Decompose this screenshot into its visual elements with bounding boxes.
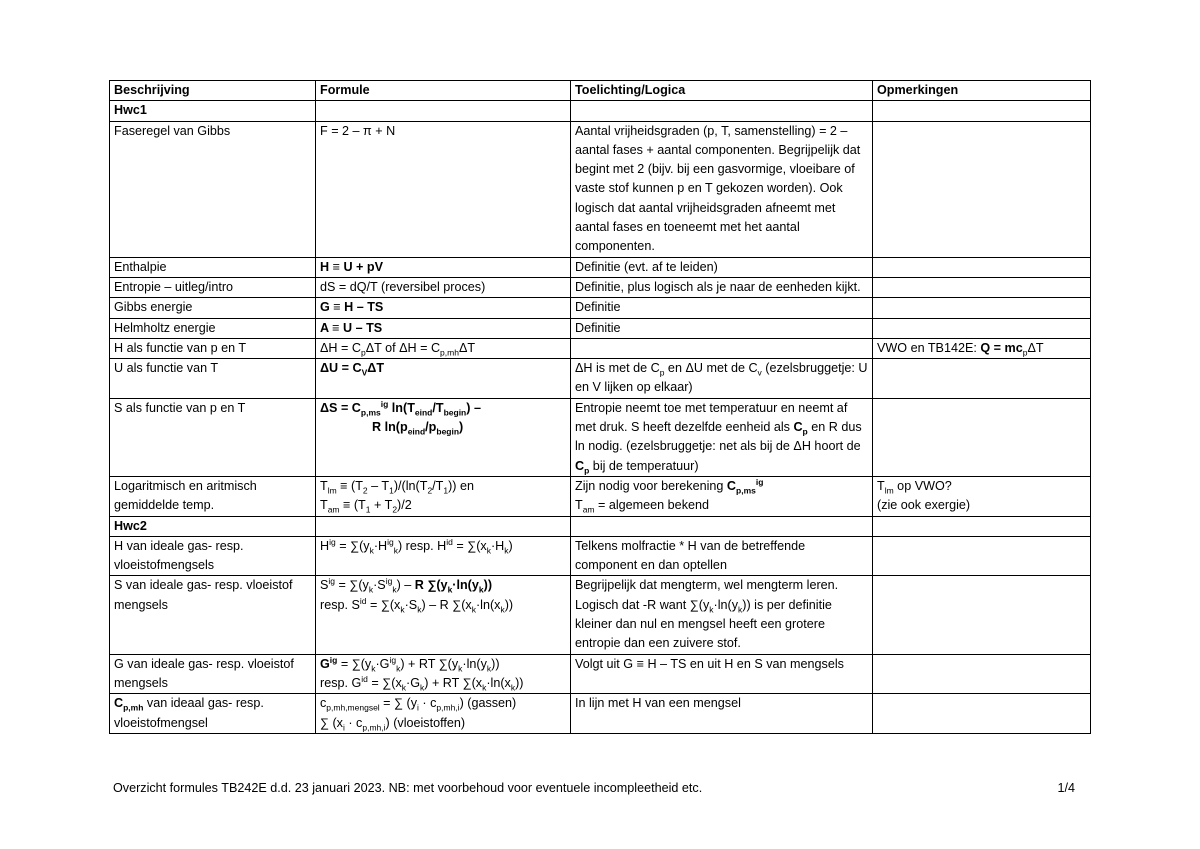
row-explanation: Entropie neemt toe met temperatuur en neemt af met druk. S heeft dezelfde eenheid als $C_p$ en R dus ln nodig. (ezelsbruggetje: net als bij de ΔH hoort de $C_p$ bij de temperatuur) [571,398,873,476]
section-row-hwc1 [110,101,1091,121]
row-remark [873,318,1091,338]
row-explanation [571,338,873,358]
row-remark [873,257,1091,277]
row-description: S als functie van p en T [110,398,316,476]
header-formula: Formule [316,81,571,101]
row-description: $C_{p,mh}$ van ideaal gas- resp. vloeistofmengsel [110,694,316,734]
page-number: 1/4 [1057,781,1075,795]
row-explanation: Volgt uit G ≡ H – TS en uit H en S van mengsels [571,654,873,694]
row-formula: A ≡ U – TS [316,318,571,338]
header-remarks: Opmerkingen [873,81,1091,101]
table-row [110,359,1091,399]
formula-table [109,80,1091,734]
row-explanation: ΔH is met de $C_p$ en ΔU met de $C_v$ (ezelsbruggetje: U en V lijken op elkaar) [571,359,873,399]
row-explanation: Definitie, plus logisch als je naar de eenheden kijkt. [571,277,873,297]
row-explanation: Definitie [571,318,873,338]
row-remark: $T_{lm}$ op VWO? (zie ook exergie) [873,476,1091,516]
row-formula: $S^{ig} = \sum(y_k\cdot S^{ig}_k) - R$ $\sum(y_k\cdot\ln(y_k))$ resp. $S^{id} = \sum(x_k\cdot S_k) - R$ $\sum(x_k\cdot\ln(x_k))$ [316,576,571,654]
row-remark [873,359,1091,399]
table-row [110,318,1091,338]
table-header-row [110,81,1091,101]
row-description: Faseregel van Gibbs [110,121,316,257]
row-formula: $c_{p,mh,mengsel}$ = ∑ $(y_i \cdot c_{p,mh,i})$ (gassen) ∑ $(x_i \cdot c_{p,mh,i})$ (vloeistoffen) [316,694,571,734]
row-description: Logaritmisch en aritmisch gemiddelde temp. [110,476,316,516]
row-description: U als functie van T [110,359,316,399]
row-remark [873,536,1091,576]
row-formula: F = 2 – π + N [316,121,571,257]
footer-text: Overzicht formules TB242E d.d. 23 januari 2023. NB: met voorbehoud voor eventuele incompleetheid etc. [113,781,703,795]
row-explanation: Zijn nodig voor berekening $C_{p,ms}^{ig}$ $T_{am}$ = algemeen bekend [571,476,873,516]
table-row [110,576,1091,654]
table-row [110,694,1091,734]
row-formula: dS = dQ/T (reversibel proces) [316,277,571,297]
row-remark [873,654,1091,694]
row-formula: $T_{lm} \equiv (T_2 - T_1)/(\ln(T_2/T_1))$ en $T_{am} \equiv (T_1 + T_2)/2$ [316,476,571,516]
table-row [110,298,1091,318]
table-row [110,277,1091,297]
table-row [110,476,1091,516]
row-description: S van ideale gas- resp. vloeistof mengsels [110,576,316,654]
row-description: G van ideale gas- resp. vloeistof mengsels [110,654,316,694]
header-explanation: Toelichting/Logica [571,81,873,101]
row-explanation: In lijn met H van een mengsel [571,694,873,734]
table-row [110,398,1091,476]
row-explanation: Telkens molfractie * H van de betreffende component en dan optellen [571,536,873,576]
row-remark [873,576,1091,654]
row-formula: $\Delta U = C_V\Delta T$ [316,359,571,399]
row-description: H als functie van p en T [110,338,316,358]
row-description: Enthalpie [110,257,316,277]
table-row [110,257,1091,277]
row-explanation: Definitie [571,298,873,318]
row-explanation: Begrijpelijk dat mengterm, wel mengterm leren. Logisch dat -R want $\sum(y_k\cdot\ln(y_k))$ is per definitie kleiner dan nul en mengsel heeft een grotere entropie dan een zuivere stof. [571,576,873,654]
section-title: Hwc2 [110,516,316,536]
row-remark [873,277,1091,297]
row-description: H van ideale gas- resp. vloeistofmengsels [110,536,316,576]
row-formula: H ≡ U + pV [316,257,571,277]
row-description: Helmholtz energie [110,318,316,338]
row-remark: VWO en TB142E: $Q = mc_p\Delta T$ [873,338,1091,358]
section-title: Hwc1 [110,101,316,121]
row-remark [873,694,1091,734]
row-formula: $G^{ig} = \sum(y_k\cdot G^{ig}_k)$ + RT $\sum(y_k\cdot\ln(y_k))$ resp. $G^{id} = \sum(x_k\cdot G_k)$ + RT $\sum(x_k\cdot\ln(x_k))$ [316,654,571,694]
section-row-hwc2 [110,516,1091,536]
table-row [110,338,1091,358]
table-row [110,654,1091,694]
table-row [110,121,1091,257]
row-description: Entropie – uitleg/intro [110,277,316,297]
table-row [110,536,1091,576]
page-footer [113,781,1075,795]
row-explanation: Definitie (evt. af te leiden) [571,257,873,277]
row-remark [873,398,1091,476]
header-description: Beschrijving [110,81,316,101]
row-formula: $\Delta S = C_{p,ms}^{ig}$ $\ln(T_{eind}/T_{begin})$ – R $\ln(p_{eind}/p_{begin})$ [316,398,571,476]
row-remark [873,121,1091,257]
row-formula: G ≡ H – TS [316,298,571,318]
row-description: Gibbs energie [110,298,316,318]
row-remark [873,298,1091,318]
row-formula: $\Delta H = C_p\Delta T$ of $\Delta H = C_{p,mh}\Delta T$ [316,338,571,358]
row-explanation: Aantal vrijheidsgraden (p, T, samenstelling) = 2 – aantal fases + aantal componenten. Begrijpelijk dat begint met 2 (bijv. bij een gasvormige, vloeibare of vaste stof kunnen p en T gekozen worden). Ook logisch dat aantal vrijheidsgraden afneemt met aantal fases en toeneemt met het aantal componenten. [571,121,873,257]
row-formula: $H^{ig} = \sum(y_k\cdot H^{ig}_k)$ resp. $H^{id} = \sum(x_k\cdot H_k)$ [316,536,571,576]
